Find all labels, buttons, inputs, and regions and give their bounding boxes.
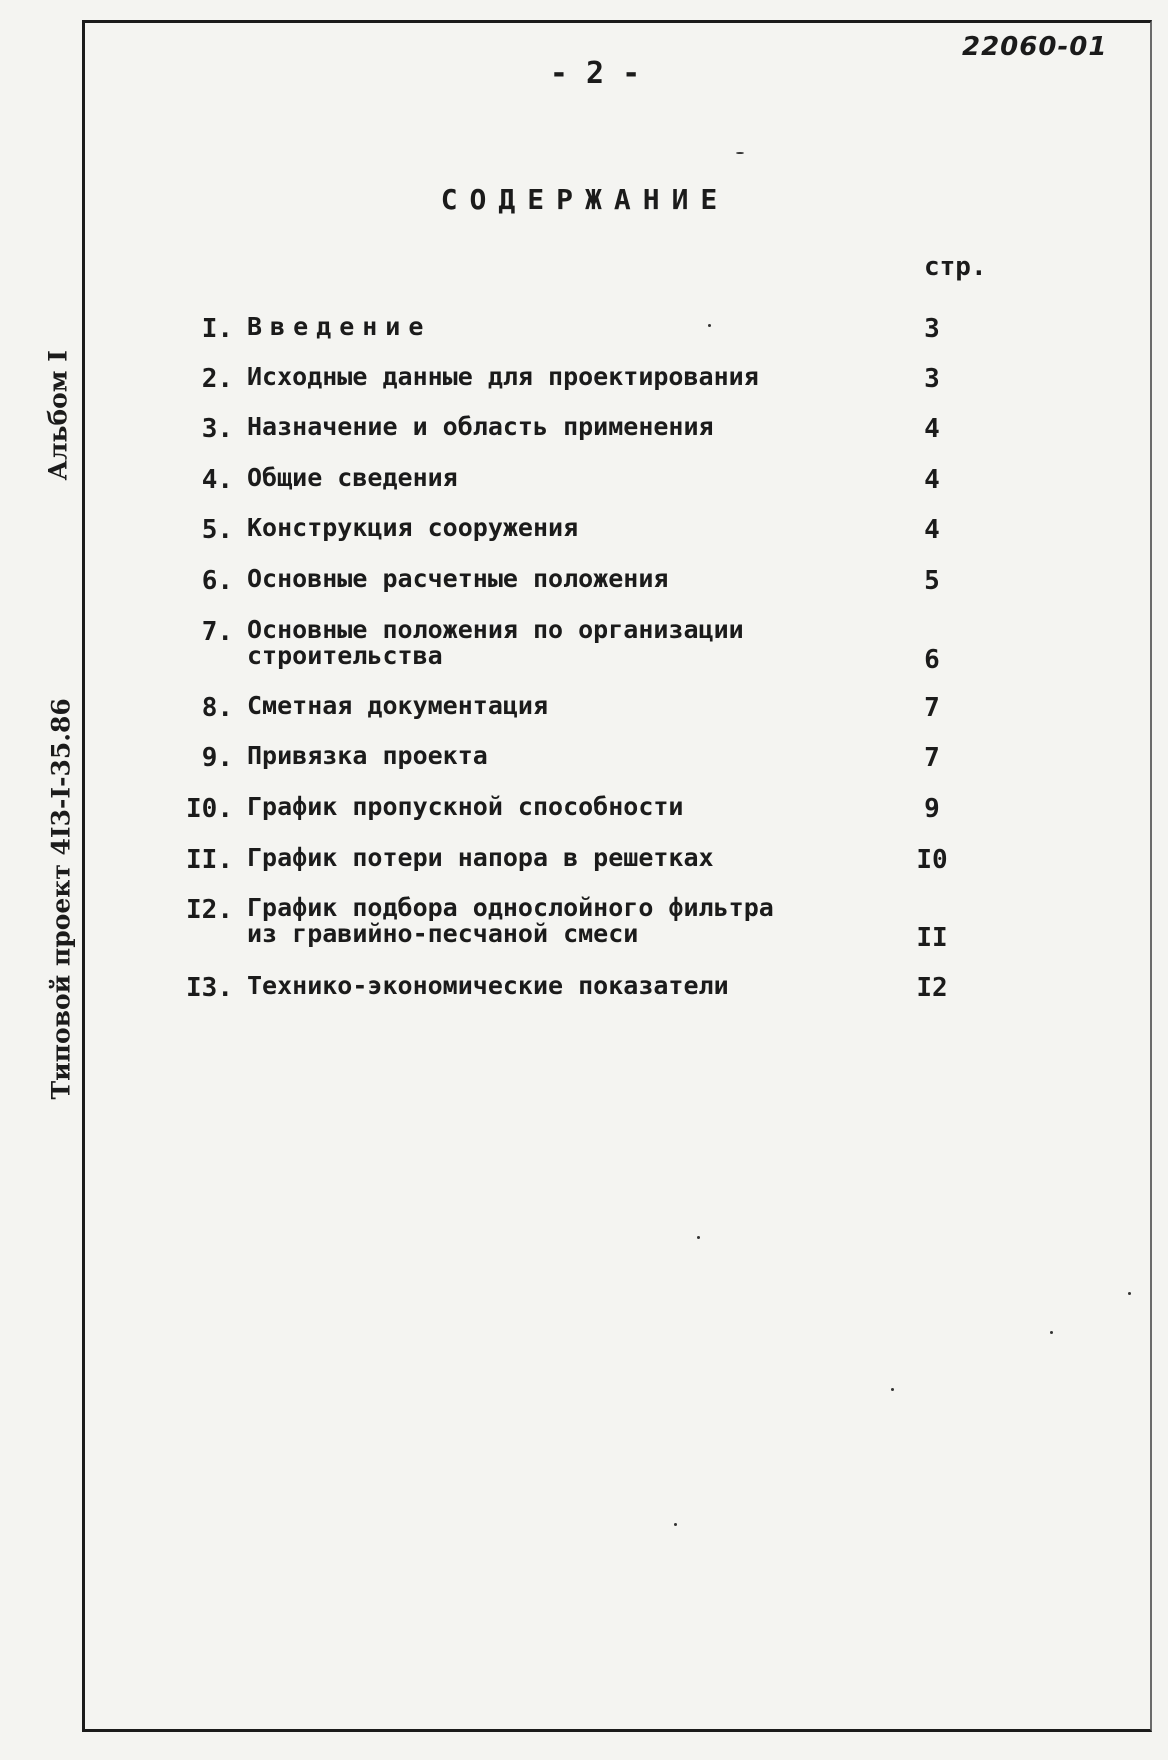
toc-title: Привязка проекта [247,741,488,770]
page-title: СОДЕРЖАНИЕ [440,183,730,216]
toc-title: Основные положения по организации [247,615,744,644]
toc-title-continued: из гравийно-песчаной смеси [247,919,639,948]
toc-title: Общие сведения [247,463,458,492]
scan-speck [697,1236,700,1239]
toc-title: Введение [247,312,432,341]
toc-entry [0,314,1168,348]
toc-number: 5. [201,515,233,545]
toc-page: 5 [924,566,940,596]
toc-title-continued: строительства [247,641,443,670]
toc-page: 7 [924,693,940,723]
toc-page: 4 [924,465,940,495]
toc-title: График пропускной способности [247,792,684,821]
toc-entry [0,895,1168,965]
scan-speck [1050,1331,1053,1334]
toc-page: 6 [924,645,940,675]
toc-number: 4. [201,465,233,495]
scan-speck [708,324,711,327]
page-column-header: стр. [924,252,987,282]
toc-number: 6. [201,566,233,596]
toc-number: I2. [186,895,233,925]
toc-number: I. [201,314,233,344]
toc-number: 3. [201,414,233,444]
toc-entry [0,617,1168,687]
toc-number: 9. [201,743,233,773]
toc-entry [0,693,1168,727]
toc-number: 7. [201,617,233,647]
toc-number: 2. [201,364,233,394]
toc-page: 9 [924,794,940,824]
toc-entry [0,794,1168,828]
scan-speck [891,1388,894,1391]
toc-number: I0. [186,794,233,824]
document-number: 22060-01 [962,32,1108,62]
toc-page: 3 [924,314,940,344]
toc-title: Основные расчетные положения [247,564,669,593]
side-project-label: Типовой проект 4I3-I-35.86 [46,698,76,1100]
toc-entry [0,973,1168,1007]
scan-speck [674,1523,677,1526]
scan-speck [1128,1292,1131,1295]
toc-number: I3. [186,973,233,1003]
toc-number: 8. [201,693,233,723]
toc-title: Технико-экономические показатели [247,971,729,1000]
toc-entry [0,465,1168,499]
toc-page: 4 [924,414,940,444]
toc-page: 3 [924,364,940,394]
toc-title: Назначение и область применения [247,412,714,441]
toc-entry [0,845,1168,879]
toc-entry [0,515,1168,549]
toc-page: 4 [924,515,940,545]
toc-entry [0,566,1168,600]
scan-speck [736,152,744,154]
toc-page: 7 [924,743,940,773]
toc-entry [0,414,1168,448]
toc-entry [0,743,1168,777]
toc-title: График подбора однослойного фильтра [247,893,774,922]
toc-page: II [916,923,948,953]
toc-title: Сметная документация [247,691,549,720]
toc-title: Исходные данные для проектирования [247,362,759,391]
toc-title: Конструкция сооружения [247,513,579,542]
toc-entry [0,364,1168,398]
side-album-label: Альбом I [43,350,73,481]
toc-title: График потери напора в решетках [247,843,714,872]
page-number: - 2 - [549,56,641,91]
toc-page: I0 [916,845,948,875]
toc-number: II. [186,845,233,875]
toc-page: I2 [916,973,948,1003]
